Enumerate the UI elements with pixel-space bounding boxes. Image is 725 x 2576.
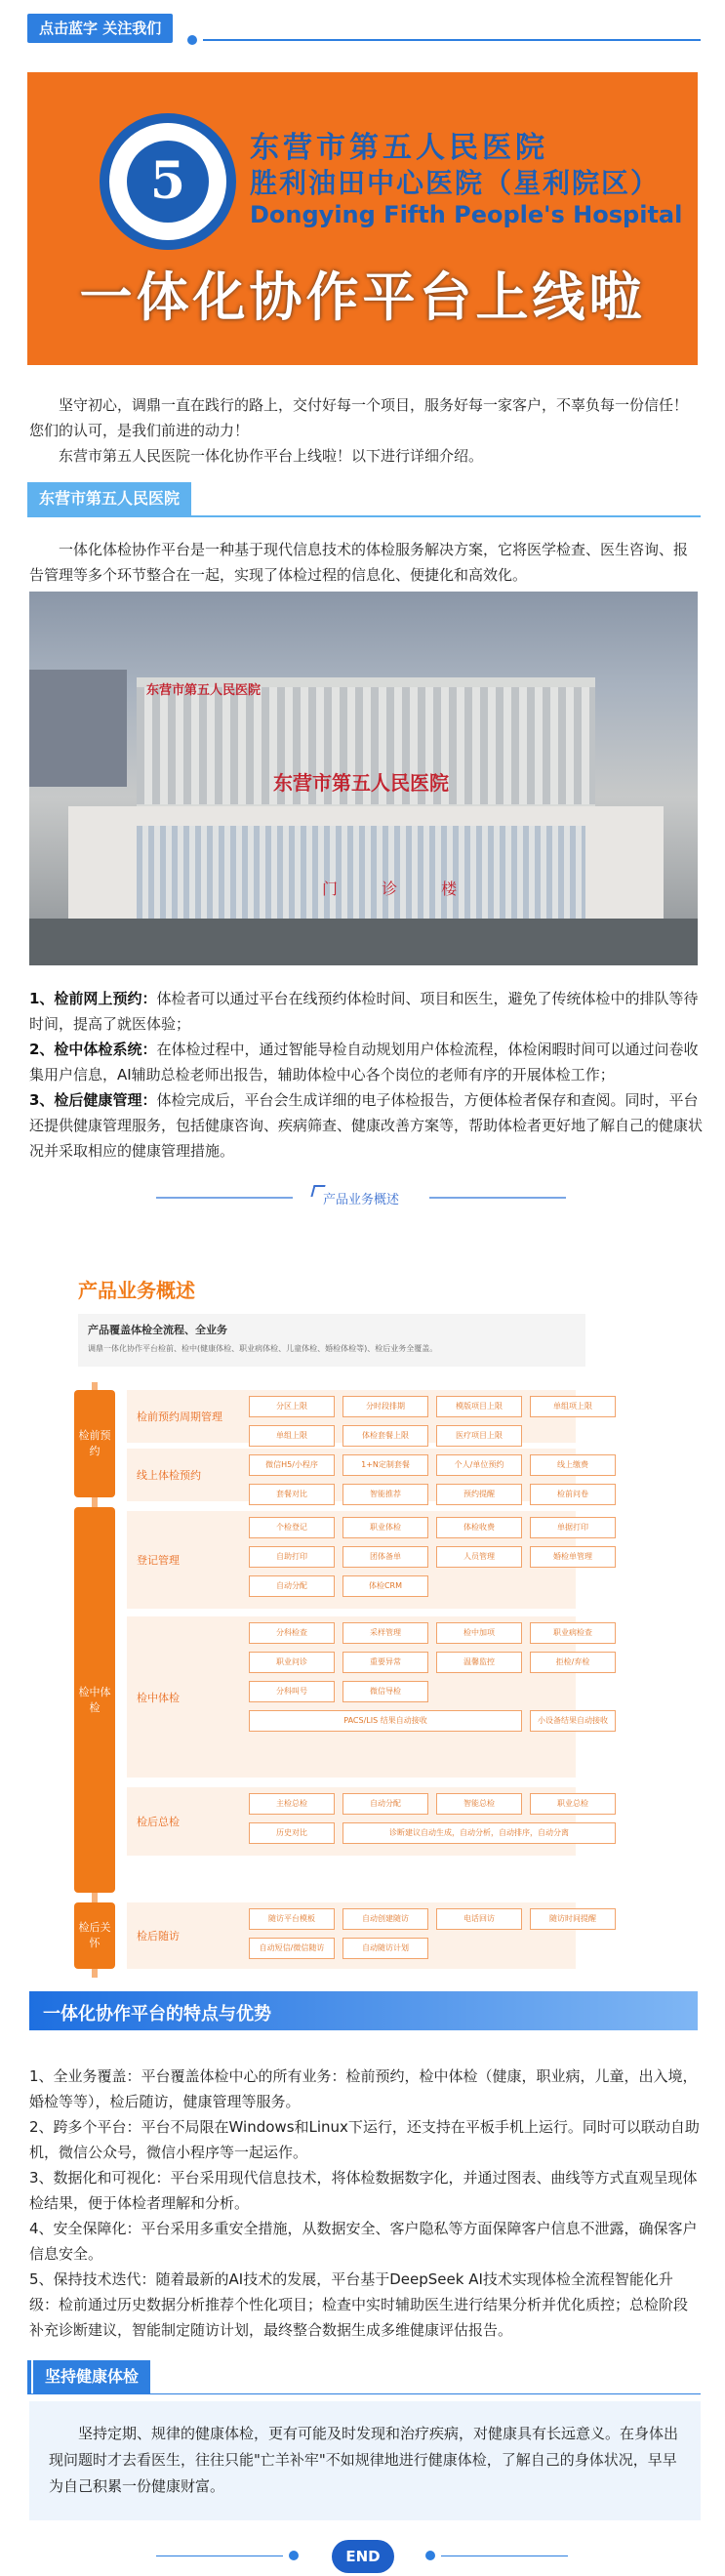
intro-paragraph: 坚守初心，调鼎一直在践行的路上，交付好每一个项目，服务好每一家客户，不辜负每一份信任！您们的认可，是我们前进的动力！ [29, 396, 689, 439]
hero-title: 一体化协作平台上线啦 [79, 266, 646, 328]
feature-chip: 单组上限 [249, 1425, 335, 1447]
feature-chip: 拒检/弃检 [530, 1652, 616, 1673]
feature-chip: 职业问诊 [249, 1652, 335, 1673]
stage-label: 检中体检 [74, 1507, 115, 1893]
feature-item: 2、检中体检系统：在体检过程中，通过智能导检自动规划用户体检流程，体检闲暇时间可以通过问卷收集用户信息，AI辅助总检老师出报告，辅助体检中心各个岗位的老师有序的开展体检工作； [29, 1041, 699, 1084]
row-label: 检后总检 [137, 1816, 180, 1828]
follow-link[interactable]: 点击蓝字 关注我们 [27, 14, 173, 43]
feature-chip: 团体备单 [342, 1546, 428, 1568]
advantage-item: 4、安全保障化：平台采用多重安全措施，从数据安全、客户隐私等方面保障客户信息不泄露，确保客户信息安全。 [29, 2220, 698, 2263]
feature-chip: 电话回访 [436, 1908, 522, 1930]
feature-chip: 检中加项 [436, 1622, 522, 1644]
follow-bar [27, 14, 701, 43]
feature-chip: 自动创建随访 [342, 1908, 428, 1930]
divider [27, 2393, 701, 2394]
feature-chip: 自动分配 [342, 1793, 428, 1815]
feature-chip: 随访时间提醒 [530, 1908, 616, 1930]
dot-icon [425, 2551, 435, 2560]
feature-chip: 小设备结果自动接收 [530, 1710, 616, 1732]
hospital-name-en: Dongying Fifth People's Hospital [250, 201, 683, 228]
feature-chip: 婚检单管理 [530, 1546, 616, 1568]
feature-chip: 自动随访计划 [342, 1938, 428, 1959]
overview-summary: 产品覆盖体检全流程、全业务 调鼎一体化协作平台检前、检中(健康体检、职业病体检、儿童体检、婚检体检等)、检后业务全覆盖。 [78, 1314, 585, 1367]
feature-chip: 单据打印 [530, 1517, 616, 1538]
feature-chip: 预约提醒 [436, 1484, 522, 1505]
roof-sign: 东营市第五人民医院 [146, 683, 262, 698]
feature-chip: 职业总检 [530, 1793, 616, 1815]
feature-chip: 分科叫号 [249, 1681, 335, 1702]
feature-chip: 套餐对比 [249, 1484, 335, 1505]
overview-title: 产品业务概述 [78, 1279, 195, 1302]
feature-chip: 体检套餐上限 [342, 1425, 428, 1447]
advantage-item: 5、保持技术迭代：随着最新的AI技术的发展，平台基于DeepSeek AI技术实现体检全流程智能化升级：检前通过历史数据分析推荐个性化项目；检查中实时辅助医生进行结果分析并优化质控；总检阶段补充诊断建议，智能制定随访计划，最终整合数据生成多维健康评估报告。 [29, 2270, 689, 2339]
feature-item: 1、检前网上预约：体检者可以通过平台在线预约体检时间、项目和医生，避免了传统体检中的排队等待时间，提高了就医体验； [29, 990, 699, 1033]
feature-chip: 分区上限 [249, 1396, 335, 1417]
advantages-list [29, 2064, 701, 2343]
feature-chip: 体检收费 [436, 1517, 522, 1538]
hospital-subname: 胜利油田中心医院（星利院区） [250, 167, 661, 199]
row-label: 检后随访 [137, 1930, 180, 1942]
feature-chip: 主检总检 [249, 1793, 335, 1815]
feature-chip: 历史对比 [249, 1822, 335, 1844]
platform-description: 一体化体检协作平台是一种基于现代信息技术的体检服务解决方案，它将医学检查、医生咨询、报告管理等多个环节整合在一起，实现了体检过程的信息化、便捷化和高效化。 [29, 541, 689, 584]
feature-chip: 检前问卷 [530, 1484, 616, 1505]
feature-chip: 自动分配 [249, 1575, 335, 1597]
features-heading: 一体化协作平台的特点与优势 [29, 1991, 698, 2030]
closing-text: 坚持定期、规律的健康体检，更有可能及时发现和治疗疾病，对健康具有长远意义。在身体出现问题时才去看医生，往往只能"亡羊补牢"不如规律地进行健康体检，了解自己的身体状况，早早为自己积累一份健康财富。 [29, 2401, 701, 2520]
feature-chip: 智能总检 [436, 1793, 522, 1815]
feature-chip: 诊断建议自动生成，自动分析，自动排序，自动分离 [342, 1822, 616, 1844]
feature-chip: 采样管理 [342, 1622, 428, 1644]
feature-chip: 职业体检 [342, 1517, 428, 1538]
row-label: 登记管理 [137, 1554, 180, 1567]
feature-chip: 线上缴费 [530, 1454, 616, 1476]
feature-chip: 医疗项目上限 [436, 1425, 522, 1447]
row-label: 检前预约周期管理 [137, 1411, 222, 1423]
feature-chip: 重要异常 [342, 1652, 428, 1673]
hospital-logo [100, 113, 236, 250]
feature-chip: 分时段排期 [342, 1396, 428, 1417]
feature-chip: PACS/LIS 结果自动接收 [249, 1710, 522, 1732]
section-tag: 东营市第五人民医院 [27, 482, 191, 515]
feature-chip: 职业病检查 [530, 1622, 616, 1644]
end-marker [0, 2538, 725, 2573]
intro-paragraph: 东营市第五人民医院一体化协作平台上线啦！以下进行详细介绍。 [59, 447, 484, 465]
advantage-item: 2、跨多个平台：平台不局限在Windows和Linux下运行，还支持在平板手机上运行。同时可以联动自助机，微信公众号，微信小程序等一起运作。 [29, 2118, 700, 2161]
feature-item: 3、检后健康管理：体检完成后，平台会生成详细的电子体检报告，方便体检者保存和查阅。同时，平台还提供健康管理服务，包括健康咨询、疾病筛查、健康改善方案等，帮助体检者更好地了解自己的健康状况并采取相应的健康管理措施。 [29, 1091, 704, 1160]
stage-label: 检前预约 [74, 1390, 115, 1497]
feature-chip: 个人/单位预约 [436, 1454, 522, 1476]
feature-chip: 分科检查 [249, 1622, 335, 1644]
feature-chip: 人员管理 [436, 1546, 522, 1568]
logo-mark: 5 [127, 141, 209, 223]
feature-chip: 1+N定制套餐 [342, 1454, 428, 1476]
feature-chip: 微信H5/小程序 [249, 1454, 335, 1476]
feature-chip: 自动短信/微信随访 [249, 1938, 335, 1959]
feature-chip: 随访平台模板 [249, 1908, 335, 1930]
advantage-item: 3、数据化和可视化：平台采用现代信息技术，将体检数据数字化，并通过图表、曲线等方式直观呈现体检结果，便于体检者理解和分析。 [29, 2169, 698, 2212]
dot-icon [187, 35, 197, 45]
product-overview-diagram [29, 1226, 698, 1983]
advantage-item: 1、全业务覆盖：平台覆盖体检中心的所有业务：检前预约，检中体检（健康，职业病，儿童，出入境，婚检等等），检后随访，健康管理等服务。 [29, 2067, 698, 2110]
feature-list [29, 986, 703, 1164]
hospital-name: 东营市第五人民医院 [250, 131, 548, 165]
section-header [27, 2360, 701, 2393]
divider [27, 515, 701, 517]
end-badge: END [332, 2540, 394, 2573]
row-label: 线上体检预约 [137, 1469, 201, 1482]
section-tag: 坚持健康体检 [33, 2360, 150, 2393]
intro-text [29, 392, 698, 469]
deco-title: 产品业务概述 [156, 1183, 566, 1212]
feature-chip: 微信导检 [342, 1681, 428, 1702]
feature-chip: 智能推荐 [342, 1484, 428, 1505]
building-sign: 东营市第五人民医院 [273, 771, 449, 795]
feature-chip: 个检登记 [249, 1517, 335, 1538]
dot-icon [289, 2551, 299, 2560]
row-label: 检中体检 [137, 1691, 180, 1704]
hospital-building-photo [29, 592, 698, 965]
divider [203, 39, 701, 41]
feature-chip: 体检CRM [342, 1575, 428, 1597]
stage-label: 检后关怀 [74, 1902, 115, 1969]
entrance-sign: 门 诊 楼 [322, 879, 477, 898]
section-header [27, 482, 701, 515]
feature-chip: 单组项上限 [530, 1396, 616, 1417]
feature-chip: 自助打印 [249, 1546, 335, 1568]
feature-chip: 温馨监控 [436, 1652, 522, 1673]
feature-chip: 模版项目上限 [436, 1396, 522, 1417]
hero-banner [27, 72, 698, 365]
